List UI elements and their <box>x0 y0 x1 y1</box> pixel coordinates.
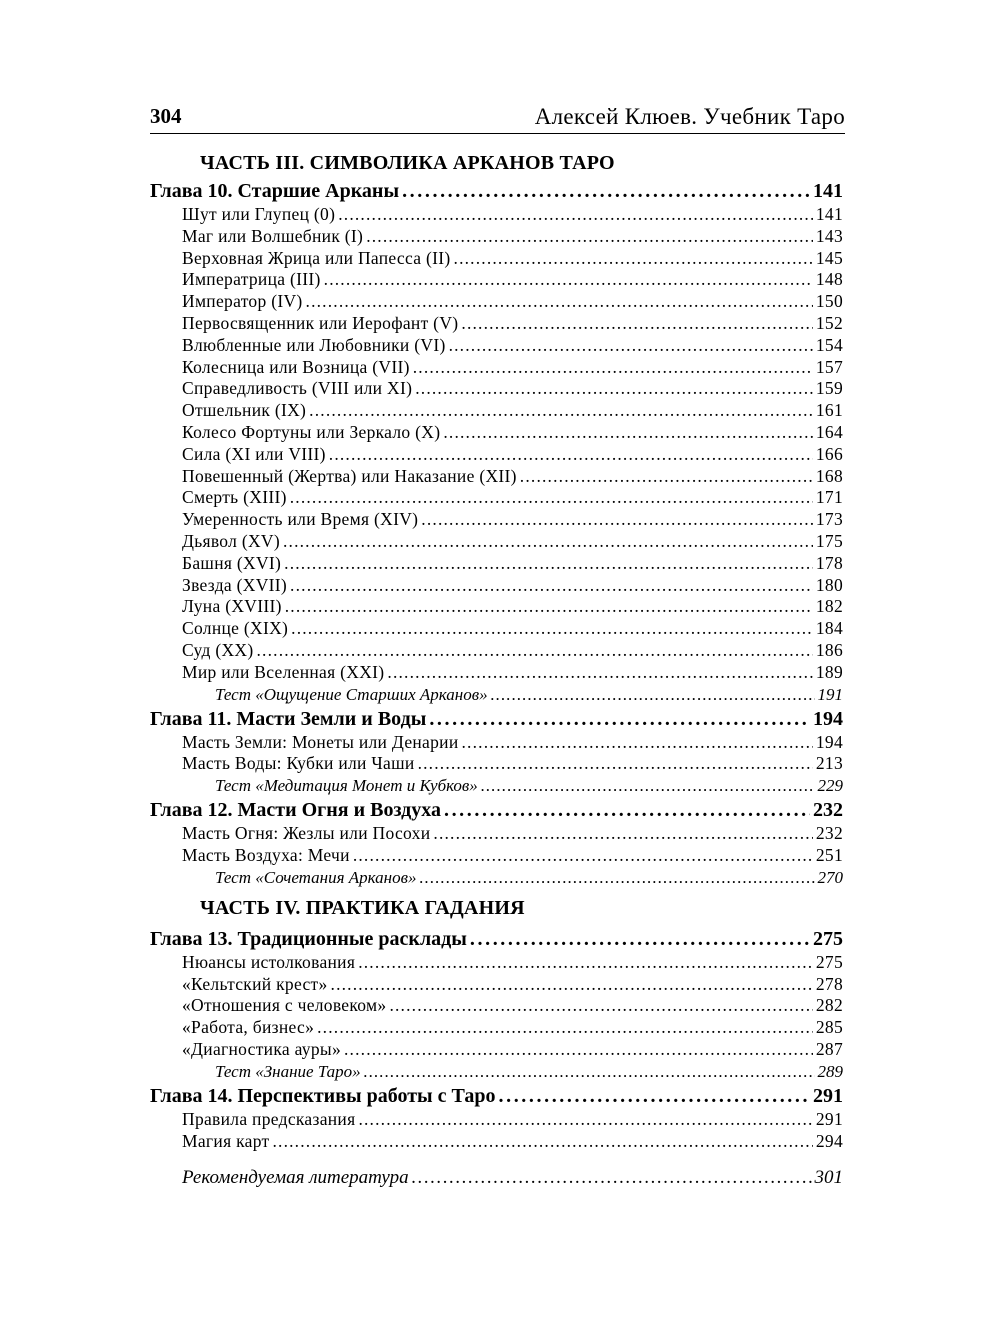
dot-leader <box>283 531 813 553</box>
toc-entry-title: Первосвященник или Иерофант (V) <box>182 312 459 333</box>
dot-leader <box>358 952 813 974</box>
toc-test <box>150 867 843 889</box>
dot-leader <box>412 1166 812 1190</box>
toc-item <box>150 378 843 400</box>
dot-leader <box>389 995 812 1017</box>
dot-leader <box>387 662 812 684</box>
toc-entry-page: 148 <box>815 269 843 290</box>
toc-entry-page: 141 <box>813 180 843 202</box>
dot-leader <box>338 204 813 226</box>
dot-leader <box>461 313 812 335</box>
toc-entry-page: 194 <box>815 731 843 752</box>
toc-test <box>150 684 843 706</box>
toc-entry-page: 166 <box>815 443 843 464</box>
toc-entry-page: 180 <box>815 574 843 595</box>
toc-entry-page: 282 <box>815 995 843 1016</box>
toc-entry-title: Тест «Медитация Монет и Кубков» <box>215 776 478 796</box>
dot-leader <box>309 400 813 422</box>
dot-leader <box>290 575 813 597</box>
toc-item <box>150 204 843 226</box>
toc-item <box>150 1017 843 1039</box>
dot-leader <box>331 974 813 996</box>
toc-entry-title: Колесо Фортуны или Зеркало (X) <box>182 421 441 442</box>
toc-item <box>150 618 843 640</box>
toc-entry-page: 275 <box>813 927 843 950</box>
toc-entry-page: 164 <box>815 421 843 442</box>
toc-entry-title: Тест «Ощущение Старших Арканов» <box>215 684 488 704</box>
toc-chapter <box>150 706 843 732</box>
toc-entry-title: Рекомендуемая литература <box>182 1167 409 1189</box>
toc-item <box>150 974 843 996</box>
toc-entry-page: 159 <box>815 378 843 399</box>
dot-leader <box>257 640 813 662</box>
toc-entry-title: «Отношения с человеком» <box>182 995 387 1016</box>
toc-item <box>150 226 843 248</box>
toc-entry-page: 152 <box>815 312 843 333</box>
toc-entry-title: Шут или Глупец (0) <box>182 204 336 224</box>
toc-entry-title: Влюбленные или Любовники (VI) <box>182 334 446 355</box>
toc-entry-title: Глава 14. Перспективы работы с Таро <box>150 1084 496 1107</box>
toc-item <box>150 732 843 754</box>
page-number: 304 <box>150 104 182 128</box>
table-of-contents <box>150 148 843 1190</box>
toc-entry-page: 178 <box>815 552 843 573</box>
toc-item <box>150 357 843 379</box>
toc-tail <box>150 1166 843 1190</box>
toc-entry-page: 229 <box>817 776 843 796</box>
toc-test <box>150 775 843 797</box>
toc-entry-title: Дьявол (XV) <box>182 530 280 551</box>
toc-item <box>150 509 843 531</box>
toc-entry-title: Масть Воды: Кубки или Чаши <box>182 753 415 774</box>
dot-leader <box>415 378 813 400</box>
dot-leader <box>449 335 813 357</box>
toc-entry-title: Глава 10. Старшие Арканы <box>150 180 400 202</box>
toc-item <box>150 400 843 422</box>
toc-entry-page: 232 <box>813 799 843 822</box>
toc-entry-title: Суд (XX) <box>182 639 254 660</box>
toc-item <box>150 753 843 775</box>
toc-entry-page: 168 <box>815 465 843 486</box>
toc-item <box>150 575 843 597</box>
dot-leader <box>462 732 813 754</box>
running-title: Алексей Клюев. Учебник Таро <box>534 104 845 129</box>
toc-entry-title: Глава 12. Масти Огня и Воздуха <box>150 799 441 822</box>
toc-entry-title: Колесница или Возница (VII) <box>182 356 410 377</box>
toc-entry-page: 175 <box>815 530 843 551</box>
toc-entry-page: 154 <box>815 334 843 355</box>
toc-item <box>150 1039 843 1061</box>
toc-entry-page: 291 <box>815 1108 843 1129</box>
dot-leader <box>358 1109 812 1131</box>
toc-item <box>150 531 843 553</box>
toc-entry-title: Справедливость (VIII или XI) <box>182 378 413 399</box>
toc-entry-title: Масть Огня: Жезлы или Посохи <box>182 823 431 844</box>
dot-leader <box>470 926 810 952</box>
dot-leader <box>284 553 813 575</box>
toc-entry-page: 287 <box>815 1038 843 1059</box>
toc-entry-title: Императрица (III) <box>182 269 321 290</box>
toc-item <box>150 313 843 335</box>
toc-entry-page: 186 <box>815 639 843 660</box>
dot-leader <box>443 422 813 444</box>
toc-item <box>150 823 843 845</box>
dot-leader <box>353 845 813 867</box>
toc-item <box>150 845 843 867</box>
toc-entry-title: Тест «Знание Таро» <box>215 1061 361 1081</box>
dot-leader <box>520 466 813 488</box>
toc-item <box>150 995 843 1017</box>
dot-leader <box>306 291 813 313</box>
toc-part-heading: ЧАСТЬ IV. ПРАКТИКА ГАДАНИЯ <box>200 896 525 919</box>
toc-entry-title: Магия карт <box>182 1130 270 1151</box>
dot-leader <box>433 823 812 845</box>
toc-entry-title: Отшельник (IX) <box>182 400 307 421</box>
dot-leader <box>324 269 813 291</box>
toc-item <box>150 466 843 488</box>
toc-entry-page: 150 <box>815 291 843 312</box>
toc-item <box>150 291 843 313</box>
toc-entry-page: 232 <box>815 823 843 844</box>
toc-item <box>150 662 843 684</box>
toc-test <box>150 1061 843 1083</box>
dot-leader <box>291 618 813 640</box>
toc-entry-page: 171 <box>815 487 843 508</box>
toc-entry-page: 285 <box>815 1017 843 1038</box>
toc-item <box>150 553 843 575</box>
toc-entry-page: 301 <box>814 1167 843 1189</box>
toc-item <box>150 1131 843 1153</box>
dot-leader <box>285 596 813 618</box>
toc-chapter <box>150 926 843 952</box>
toc-entry-title: Глава 11. Масти Земли и Воды <box>150 707 427 730</box>
toc-entry-title: «Кельтский крест» <box>182 973 328 994</box>
dot-leader <box>419 867 814 889</box>
toc-entry-title: Правила предсказания <box>182 1108 356 1129</box>
dot-leader <box>499 1083 811 1109</box>
toc-entry-title: «Диагностика ауры» <box>182 1038 341 1059</box>
toc-entry-title: Маг или Волшебник (I) <box>182 225 364 246</box>
toc-entry-page: 251 <box>815 844 843 865</box>
toc-entry-title: Император (IV) <box>182 291 303 312</box>
toc-entry-title: Звезда (XVII) <box>182 574 288 595</box>
toc-entry-title: Смерть (XIII) <box>182 487 287 508</box>
toc-item <box>150 248 843 270</box>
toc-part-heading: ЧАСТЬ III. СИМВОЛИКА АРКАНОВ ТАРО <box>200 152 615 174</box>
toc-chapter <box>150 1083 843 1109</box>
toc-entry-page: 161 <box>815 400 843 421</box>
toc-entry-page: 141 <box>815 204 843 224</box>
toc-entry-page: 145 <box>815 247 843 268</box>
dot-leader <box>418 753 813 775</box>
toc-entry-page: 157 <box>815 356 843 377</box>
toc-entry-page: 270 <box>817 867 843 887</box>
toc-item <box>150 422 843 444</box>
toc-entry-title: Масть Земли: Монеты или Денарии <box>182 731 459 752</box>
dot-leader <box>329 444 813 466</box>
toc-entry-title: Солнце (XIX) <box>182 618 289 639</box>
toc-entry-title: Нюансы истолкования <box>182 951 356 972</box>
toc-entry-page: 278 <box>815 973 843 994</box>
toc-item <box>150 335 843 357</box>
dot-leader <box>290 487 813 509</box>
toc-entry-page: 294 <box>815 1130 843 1151</box>
toc-item <box>150 640 843 662</box>
dot-leader <box>444 797 810 823</box>
toc-entry-page: 275 <box>815 951 843 972</box>
toc-entry-page: 184 <box>815 618 843 639</box>
toc-entry-title: Башня (XVI) <box>182 552 282 573</box>
dot-leader <box>317 1017 813 1039</box>
toc-entry-title: Верховная Жрица или Папесса (II) <box>182 247 451 268</box>
toc-entry-page: 143 <box>815 225 843 246</box>
toc-entry-title: Масть Воздуха: Мечи <box>182 844 350 865</box>
dot-leader <box>454 248 813 270</box>
dot-leader <box>364 1061 815 1083</box>
toc-entry-page: 173 <box>815 509 843 530</box>
dot-leader <box>421 509 813 531</box>
dot-leader <box>491 684 815 706</box>
toc-item <box>150 487 843 509</box>
dot-leader <box>344 1039 813 1061</box>
toc-entry-page: 289 <box>817 1061 843 1081</box>
toc-item <box>150 596 843 618</box>
dot-leader <box>481 775 815 797</box>
toc-entry-page: 182 <box>815 596 843 617</box>
toc-item <box>150 952 843 974</box>
toc-entry-title: «Работа, бизнес» <box>182 1017 315 1038</box>
toc-entry-page: 194 <box>813 707 843 730</box>
toc-item <box>150 444 843 466</box>
dot-leader <box>429 706 810 732</box>
toc-item <box>150 1109 843 1131</box>
toc-entry-title: Луна (XVIII) <box>182 596 282 617</box>
toc-entry-page: 191 <box>817 684 843 704</box>
toc-entry-title: Мир или Вселенная (XXI) <box>182 661 385 682</box>
dot-leader <box>366 226 813 248</box>
toc-item <box>150 269 843 291</box>
dot-leader <box>272 1131 812 1153</box>
toc-entry-title: Умеренность или Время (XIV) <box>182 509 419 530</box>
toc-chapter <box>150 797 843 823</box>
running-header <box>150 100 845 134</box>
toc-entry-title: Тест «Сочетания Арканов» <box>215 867 417 887</box>
toc-entry-title: Сила (XI или VIII) <box>182 443 326 464</box>
toc-entry-title: Глава 13. Традиционные расклады <box>150 927 467 950</box>
toc-chapter <box>150 178 843 204</box>
dot-leader <box>413 357 813 379</box>
toc-entry-page: 291 <box>813 1084 843 1107</box>
toc-entry-page: 213 <box>815 753 843 774</box>
toc-entry-page: 189 <box>815 661 843 682</box>
toc-entry-title: Повешенный (Жертва) или Наказание (XII) <box>182 465 517 486</box>
dot-leader <box>402 178 810 204</box>
